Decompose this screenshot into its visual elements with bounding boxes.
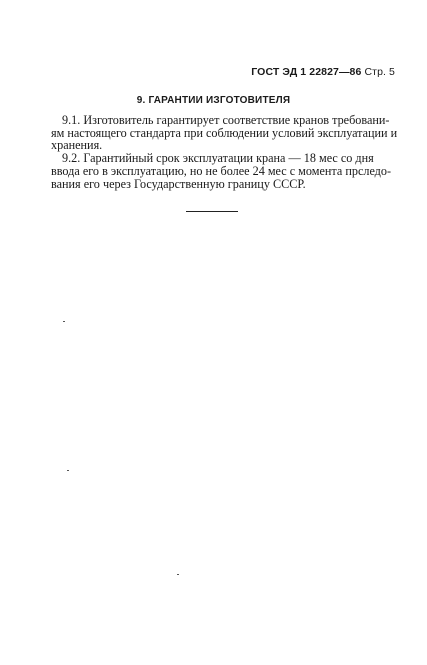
- text-line: вания его через Государственную границу СССР.: [51, 176, 306, 191]
- scan-speck: [67, 470, 69, 471]
- paragraph-9-1: [51, 114, 397, 152]
- running-head: [251, 66, 395, 78]
- document-code: ГОСТ ЭД 1 22827—86: [251, 66, 362, 78]
- text-line: хранения.: [51, 138, 103, 153]
- text-line: 9.1. Изготовитель гарантирует соответствие кранов требовани-: [62, 113, 390, 127]
- text-line: ям настоящего стандарта при соблюдении условий эксплуатации и: [51, 125, 398, 140]
- end-of-section-rule: [186, 211, 238, 212]
- text-line: 9.2. Гарантийный срок эксплуатации крана — 18 мес со дня: [62, 151, 374, 166]
- paragraph-9-2: [51, 152, 397, 190]
- scan-speck: [63, 321, 65, 322]
- section-title: 9. ГАРАНТИИ ИЗГОТОВИТЕЛЯ: [136, 95, 291, 106]
- text-line: ввода его в эксплуатацию, но не более 24 мес с момента прследо-: [51, 163, 392, 178]
- scan-speck: [177, 574, 179, 575]
- page-number: Стр. 5: [364, 66, 395, 78]
- body-text: [51, 114, 397, 190]
